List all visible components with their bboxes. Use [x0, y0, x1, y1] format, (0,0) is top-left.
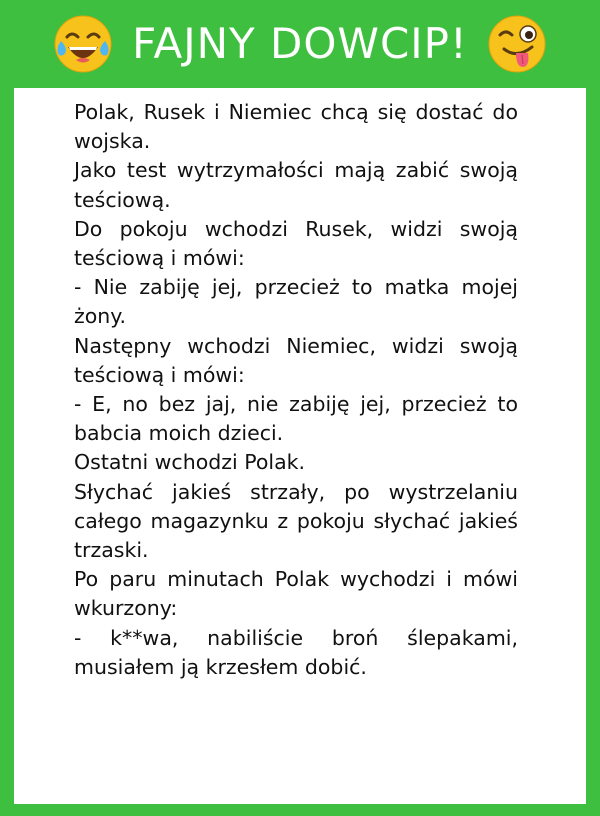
joke-line: Do pokoju wchodzi Rusek, widzi swoją teściową i mówi:	[74, 216, 518, 271]
joke-text	[74, 98, 518, 682]
joke-line: Ostatni wchodzi Polak.	[74, 450, 306, 475]
joke-line: Następny wchodzi Niemiec, widzi swoją teściową i mówi:	[74, 333, 518, 387]
joke-line: Słychać jakieś strzały, po wystrzelaniu całego magazynku z pokoju słychać jakieś trzaski.	[74, 479, 518, 563]
joke-line: Jako test wytrzymałości mają zabić swoją teściową.	[74, 158, 518, 212]
joke-card	[14, 88, 586, 804]
header-banner	[0, 0, 600, 88]
joke-line: - Nie zabiję jej, przecież to matka mojej żony.	[74, 275, 518, 329]
joke-line: Po paru minutach Polak wychodzi i mówi wkurzony:	[74, 567, 518, 621]
page-title: FAJNY DOWCIP!	[132, 19, 468, 68]
joke-line: - E, no bez jaj, nie zabiję jej, przecież to babcia moich dzieci.	[74, 392, 518, 446]
joke-line: - k**wa, nabiliście broń ślepakami, musiałem ją krzesłem dobić.	[74, 625, 518, 679]
joke-line: Polak, Rusek i Niemiec chcą się dostać do wojska.	[74, 100, 518, 154]
laughing-tears-emoji-icon	[52, 13, 114, 75]
winking-tongue-emoji-icon	[486, 13, 548, 75]
